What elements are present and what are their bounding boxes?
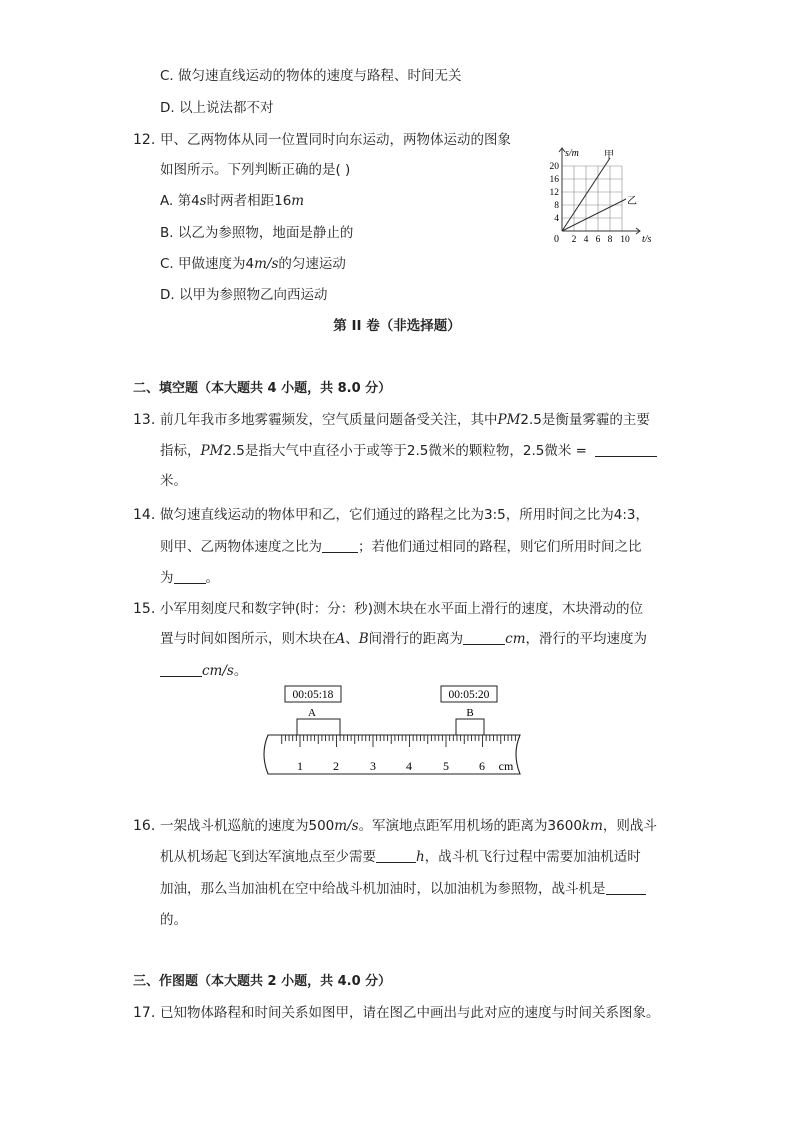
series-yi-label: 乙 — [627, 196, 637, 207]
question-text: 做匀速直线运动的物体甲和乙，它们通过的路程之比为3:5，所用时间之比为4:3， — [160, 507, 649, 523]
question-text: 如图所示。下列判断正确的是( ) — [160, 162, 351, 178]
block-b — [456, 719, 484, 735]
answer-blank[interactable] — [463, 630, 505, 645]
x-tick-label: 6 — [595, 235, 601, 245]
answer-blank[interactable] — [376, 848, 416, 863]
question-text: 为 。 — [160, 570, 219, 586]
scale-label: 1 — [297, 759, 303, 773]
y-tick-label: 12 — [549, 188, 559, 198]
question-text: 指标，PM2.5是指大气中直径小于或等于2.5微米的颗粒物，2.5微米 = — [160, 442, 657, 460]
question-number: 13. — [133, 412, 156, 428]
question-text: 加油，那么当加油机在空中给战斗机加油时，以加油机为参照物，战斗机是 — [160, 880, 646, 898]
question-text: 前几年我市多地雾霾频发，空气质量问题备受关注，其中PM2.5是衡量雾霾的主要 — [160, 412, 650, 428]
question-text: 小军用刻度尺和数字钟(时：分：秒)测木块在水平面上滑行的速度，木块滑动的位 — [160, 601, 644, 617]
option-b: B. 以乙为参照物，地面是静止的 — [160, 225, 354, 241]
scale-label: 3 — [370, 759, 376, 773]
y-axis-label: s/m — [565, 148, 579, 159]
option-c: C. 甲做速度为4m/s的匀速运动 — [160, 256, 346, 272]
x-tick-label: 4 — [583, 235, 589, 245]
question-text: 置与时间如图所示，则木块在A、B间滑行的距离为 cm，滑行的平均速度为 — [160, 631, 648, 647]
question-number: 12. — [133, 132, 156, 148]
scale-label: 4 — [406, 759, 412, 773]
block-a — [297, 719, 340, 735]
y-tick-label: 4 — [554, 214, 559, 224]
section-heading: 二、填空题（本大题共 4 小题，共 8.0 分） — [133, 381, 392, 396]
option-d: D. 以甲为参照物乙向西运动 — [160, 287, 328, 303]
answer-blank[interactable] — [595, 442, 657, 457]
option-c: C. 做匀速直线运动的物体的速度与路程、时间无关 — [160, 68, 462, 84]
clock-a-text: 00:05:18 — [292, 689, 334, 701]
block-b-label: B — [466, 707, 474, 719]
x-axis-label: t/s — [642, 234, 652, 245]
option-d: D. 以上说法都不对 — [160, 100, 274, 116]
answer-blank[interactable] — [160, 662, 202, 677]
question-text: 机从机场起飞到达军演地点至少需要 h，战斗机飞行过程中需要加油机适时 — [160, 849, 641, 865]
clock-b-text: 00:05:20 — [448, 689, 490, 701]
question-number: 17. — [133, 1005, 156, 1021]
question-text: cm/s。 — [160, 662, 247, 680]
question-text: 已知物体路程和时间关系如图甲，请在图乙中画出与此对应的速度与时间关系图象。 — [160, 1005, 660, 1021]
scale-label: 6 — [479, 759, 485, 773]
y-tick-label: 8 — [554, 201, 559, 211]
block-a-label: A — [308, 707, 316, 719]
question-number: 14. — [133, 507, 156, 523]
x-tick-label: 8 — [607, 235, 613, 245]
answer-blank[interactable] — [322, 538, 358, 553]
question-text: 则甲、乙两物体速度之比为 ；若他们通过相同的路程，则它们所用时间之比 — [160, 539, 642, 555]
scale-label: 5 — [443, 759, 449, 773]
series-jia-label: 甲 — [604, 150, 614, 161]
question-number: 15. — [133, 601, 156, 617]
series-yi-line — [562, 199, 626, 231]
x-tick-label: 10 — [620, 235, 630, 245]
question-text: 的。 — [160, 912, 187, 928]
y-tick-label: 16 — [549, 175, 559, 185]
question-text: 一架战斗机巡航的速度为500m/s。军演地点距军用机场的距离为3600km，则战斗 — [160, 818, 657, 834]
answer-blank[interactable] — [606, 880, 646, 895]
question-text: 甲、乙两物体从同一位置同时向东运动，两物体运动的图象 — [160, 132, 511, 148]
answer-blank[interactable] — [174, 569, 206, 584]
x-tick-label: 2 — [571, 235, 577, 245]
option-a: A. 第4s时两者相距16m — [160, 193, 305, 209]
question-text: 米。 — [160, 473, 187, 489]
scale-label: 2 — [333, 759, 339, 773]
part-title: 第 II 卷（非选择题） — [333, 318, 461, 334]
ruler-figure — [258, 684, 526, 780]
y-tick-label: 20 — [549, 162, 559, 172]
origin-label: 0 — [554, 234, 559, 245]
question-number: 16. — [133, 818, 156, 834]
section-heading: 三、作图题（本大题共 2 小题，共 4.0 分） — [133, 974, 392, 989]
unit-label: cm — [498, 759, 514, 773]
st-graph — [530, 138, 670, 248]
